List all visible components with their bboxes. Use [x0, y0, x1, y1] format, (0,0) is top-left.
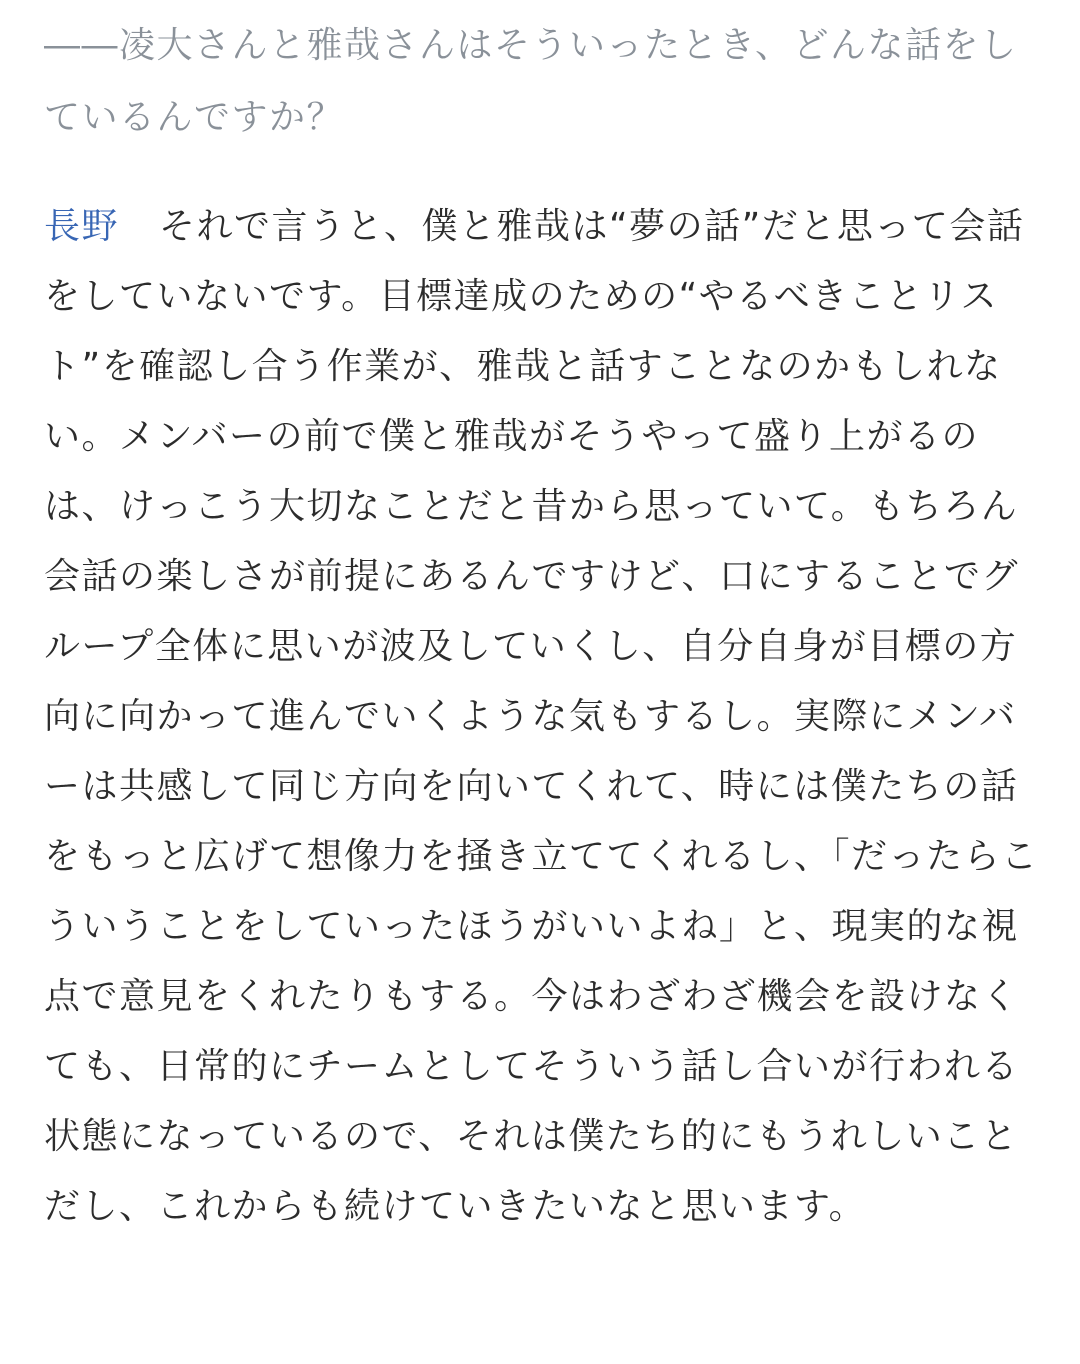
interview-answer	[44, 192, 1040, 1242]
interview-article	[44, 10, 1040, 1242]
interview-question: ――凌大さんと雅哉さんはそういったとき、どんな話をしているんですか？	[44, 25, 1018, 138]
answer-text: それで言うと、僕と雅哉は“夢の話”だと思って会話をしていないです。目標達成のための“やるべきことリスト”を確認し合う作業が、雅哉と話すことなのかもしれない。メンバーの前で僕と雅哉がそうやって盛り上がるのは、けっこう大切なことだと昔から思っていて。もちろん会話の楽しさが前提にあるんですけど、口にすることでグループ全体に思いが波及していくし、自分自身が目標の方向に向かって進んでいくような気もするし。実際にメンバーは共感して同じ方向を向いてくれて、時には僕たちの話をもっと広げて想像力を掻き立ててくれるし、「だったらこういうことをしていったほうがいいよね」と、現実的な視点で意見をくれたりもする。今はわざわざ機会を設けなくても、日常的にチームとしてそういう話し合いが行われる状態になっているので、それは僕たち的にもうれしいことだし、これからも続けていきたいなと思います。	[44, 206, 1039, 1227]
speaker-name: 長野	[44, 206, 120, 247]
